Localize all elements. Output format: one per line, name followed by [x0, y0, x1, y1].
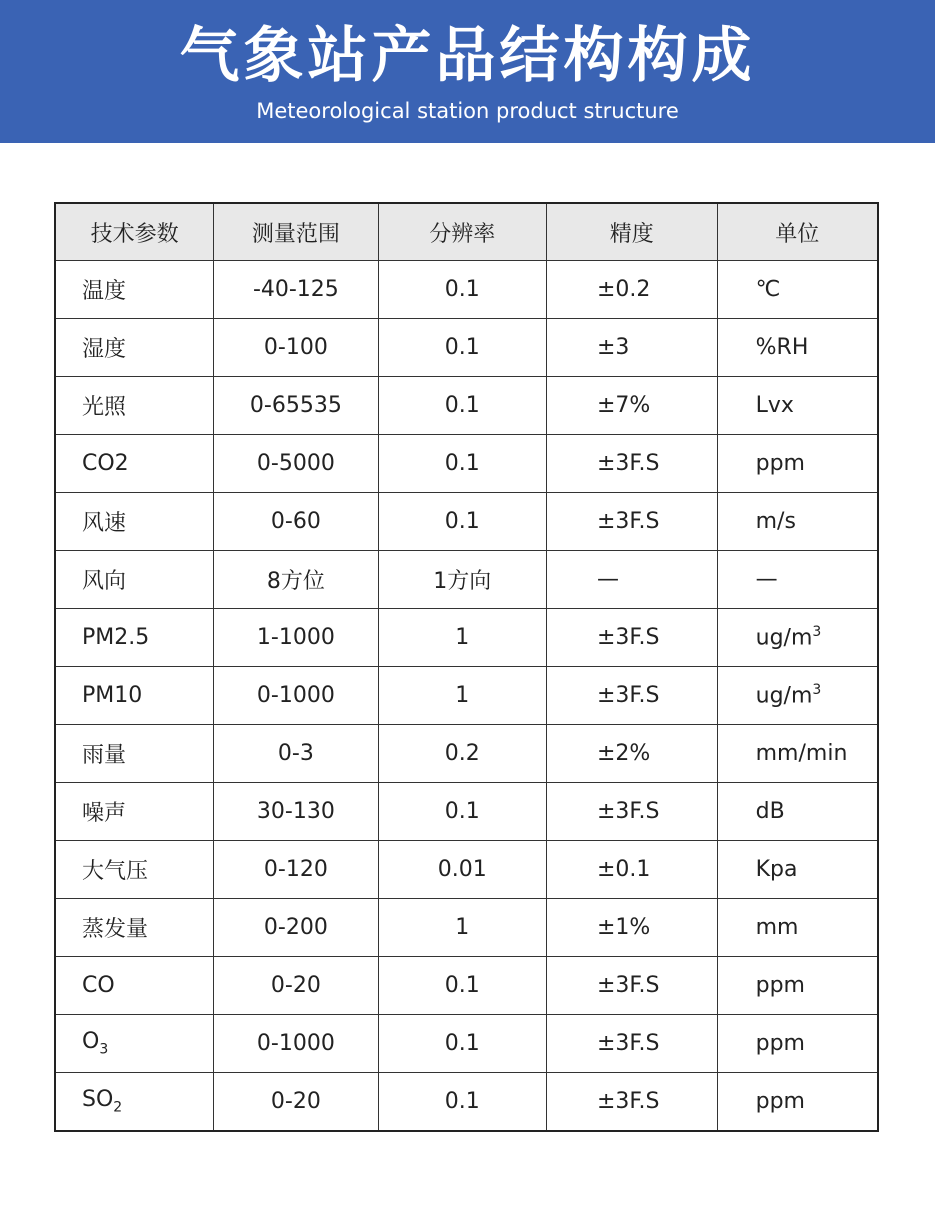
unit-cell	[717, 377, 878, 435]
param-cell	[55, 1073, 214, 1132]
precision-cell	[546, 899, 717, 957]
range-cell	[214, 725, 378, 783]
range-cell-text: 0-5000	[256, 451, 335, 476]
page-title: 气象站产品结构构成	[179, 21, 756, 91]
unit-cell-text: ppm	[755, 1031, 805, 1056]
param-cell	[55, 899, 214, 957]
resolution-cell-text: 0.1	[444, 973, 480, 998]
unit-cell-text: ℃	[755, 277, 781, 302]
range-cell-text: 1-1000	[256, 625, 335, 650]
unit-cell-text: mm	[755, 915, 799, 940]
precision-cell-text: ±3F.S	[596, 1031, 660, 1056]
precision-cell	[546, 725, 717, 783]
param-cell-text: O	[82, 1029, 100, 1055]
range-cell	[214, 377, 378, 435]
range-cell	[214, 319, 378, 377]
table-row	[55, 783, 878, 841]
param-subscript: 2	[113, 1099, 123, 1116]
resolution-cell-text: 0.01	[437, 857, 487, 882]
precision-cell-text: ±3F.S	[596, 625, 660, 650]
precision-cell	[546, 783, 717, 841]
precision-cell	[546, 667, 717, 725]
resolution-cell-text: 0.1	[444, 509, 480, 534]
range-cell-text: 0-65535	[249, 393, 342, 418]
header-param: 技术参数	[55, 203, 214, 261]
resolution-cell	[378, 667, 546, 725]
precision-cell-text: ±0.1	[596, 857, 651, 882]
unit-superscript: 3	[812, 682, 822, 699]
precision-cell-text: ±3	[596, 335, 630, 360]
table-row	[55, 435, 878, 493]
range-cell-text: 0-1000	[256, 1031, 335, 1056]
resolution-cell	[378, 1015, 546, 1073]
resolution-cell	[378, 899, 546, 957]
resolution-cell-text: 1方向	[433, 569, 492, 594]
unit-cell	[717, 1015, 878, 1073]
param-cell-text: 大气压	[82, 859, 149, 884]
param-cell-text: 雨量	[82, 743, 127, 768]
table-header-row	[55, 203, 878, 261]
resolution-cell	[378, 609, 546, 667]
range-cell-text: 30-130	[256, 799, 335, 824]
unit-cell	[717, 783, 878, 841]
precision-cell-text: ±3F.S	[596, 1089, 660, 1114]
param-cell	[55, 319, 214, 377]
param-cell-text: CO2	[82, 451, 129, 476]
range-cell	[214, 783, 378, 841]
precision-cell	[546, 1073, 717, 1132]
resolution-cell-text: 0.2	[444, 741, 480, 766]
resolution-cell-text: 0.1	[444, 393, 480, 418]
precision-cell-text: ±3F.S	[596, 451, 660, 476]
table-row	[55, 609, 878, 667]
table-row	[55, 551, 878, 609]
unit-cell-text: m/s	[755, 509, 796, 534]
resolution-cell	[378, 377, 546, 435]
range-cell-text: 8方位	[266, 569, 325, 594]
param-cell	[55, 551, 214, 609]
precision-cell	[546, 493, 717, 551]
range-cell-text: 0-20	[270, 973, 321, 998]
precision-cell	[546, 551, 717, 609]
resolution-cell-text: 1	[455, 683, 470, 708]
param-cell-text: SO	[82, 1087, 114, 1113]
precision-cell-text: ±1%	[596, 915, 651, 940]
param-cell	[55, 435, 214, 493]
resolution-cell	[378, 319, 546, 377]
unit-cell	[717, 667, 878, 725]
unit-cell-text: ppm	[755, 973, 805, 998]
resolution-cell-text: 0.1	[444, 335, 480, 360]
precision-cell-text: ±3F.S	[596, 683, 660, 708]
param-cell-text: 风向	[82, 569, 127, 594]
param-cell	[55, 783, 214, 841]
precision-cell	[546, 377, 717, 435]
unit-cell	[717, 899, 878, 957]
param-cell	[55, 667, 214, 725]
precision-cell	[546, 1015, 717, 1073]
param-subscript: 3	[99, 1041, 109, 1058]
resolution-cell	[378, 957, 546, 1015]
range-cell	[214, 609, 378, 667]
header-banner	[0, 0, 935, 143]
unit-cell	[717, 493, 878, 551]
resolution-cell	[378, 551, 546, 609]
unit-cell	[717, 841, 878, 899]
unit-cell	[717, 319, 878, 377]
range-cell	[214, 493, 378, 551]
precision-cell-text: ±3F.S	[596, 799, 660, 824]
range-cell	[214, 551, 378, 609]
header-unit: 单位	[717, 203, 878, 261]
range-cell	[214, 957, 378, 1015]
unit-superscript: 3	[812, 624, 822, 641]
precision-cell	[546, 261, 717, 319]
spec-table	[54, 202, 879, 1132]
resolution-cell	[378, 725, 546, 783]
header-resolution: 分辨率	[378, 203, 546, 261]
param-cell-text: 噪声	[82, 801, 127, 826]
resolution-cell-text: 0.1	[444, 451, 480, 476]
unit-cell-text: dB	[755, 799, 785, 824]
resolution-cell-text: 1	[455, 625, 470, 650]
param-cell-text: 风速	[82, 511, 127, 536]
param-cell	[55, 957, 214, 1015]
param-cell-text: 温度	[82, 279, 127, 304]
unit-cell-text: ug/m	[755, 625, 813, 651]
table-row	[55, 667, 878, 725]
resolution-cell-text: 0.1	[444, 277, 480, 302]
range-cell	[214, 841, 378, 899]
unit-cell-text: ug/m	[755, 683, 813, 709]
param-cell	[55, 1015, 214, 1073]
param-cell-text: 蒸发量	[82, 917, 149, 942]
range-cell-text: 0-200	[263, 915, 328, 940]
precision-cell	[546, 435, 717, 493]
unit-cell-text: ppm	[755, 451, 805, 476]
unit-cell-text: %RH	[755, 335, 809, 360]
range-cell-text: 0-1000	[256, 683, 335, 708]
resolution-cell	[378, 493, 546, 551]
table-row	[55, 377, 878, 435]
precision-cell-text: ±2%	[596, 741, 651, 766]
param-cell-text: 湿度	[82, 337, 127, 362]
resolution-cell	[378, 1073, 546, 1132]
table-row	[55, 1015, 878, 1073]
precision-cell	[546, 609, 717, 667]
table-row	[55, 899, 878, 957]
precision-cell	[546, 319, 717, 377]
unit-cell	[717, 551, 878, 609]
unit-cell	[717, 1073, 878, 1132]
param-cell	[55, 377, 214, 435]
param-cell	[55, 725, 214, 783]
precision-cell-text: ±0.2	[596, 277, 651, 302]
range-cell-text: 0-120	[263, 857, 328, 882]
range-cell-text: 0-60	[270, 509, 321, 534]
header-precision: 精度	[546, 203, 717, 261]
resolution-cell	[378, 841, 546, 899]
param-cell-text: PM2.5	[82, 625, 150, 650]
resolution-cell	[378, 435, 546, 493]
header-range: 测量范围	[214, 203, 378, 261]
page-subtitle: Meteorological station product structure	[256, 99, 679, 123]
param-cell-text: PM10	[82, 683, 143, 708]
table-row	[55, 725, 878, 783]
unit-cell-text: Kpa	[755, 857, 798, 882]
range-cell	[214, 667, 378, 725]
unit-cell	[717, 435, 878, 493]
range-cell-text: 0-3	[277, 741, 314, 766]
range-cell-text: 0-100	[263, 335, 328, 360]
table-row	[55, 957, 878, 1015]
precision-cell-text: ±7%	[596, 393, 651, 418]
param-cell	[55, 261, 214, 319]
resolution-cell-text: 0.1	[444, 1031, 480, 1056]
param-cell	[55, 493, 214, 551]
range-cell	[214, 435, 378, 493]
unit-cell	[717, 261, 878, 319]
unit-cell	[717, 725, 878, 783]
precision-cell-text: ±3F.S	[596, 509, 660, 534]
precision-cell-text: —	[596, 567, 619, 592]
unit-cell-text: mm/min	[755, 741, 848, 766]
precision-cell	[546, 957, 717, 1015]
resolution-cell-text: 0.1	[444, 799, 480, 824]
range-cell	[214, 899, 378, 957]
param-cell	[55, 609, 214, 667]
table-row	[55, 319, 878, 377]
param-cell	[55, 841, 214, 899]
range-cell	[214, 1073, 378, 1132]
precision-cell-text: ±3F.S	[596, 973, 660, 998]
table-row	[55, 261, 878, 319]
resolution-cell-text: 1	[455, 915, 470, 940]
range-cell	[214, 1015, 378, 1073]
resolution-cell	[378, 261, 546, 319]
unit-cell	[717, 609, 878, 667]
unit-cell-text: Lvx	[755, 393, 794, 418]
table-row	[55, 841, 878, 899]
range-cell-text: 0-20	[270, 1089, 321, 1114]
resolution-cell-text: 0.1	[444, 1089, 480, 1114]
range-cell	[214, 261, 378, 319]
unit-cell-text: —	[755, 567, 778, 592]
resolution-cell	[378, 783, 546, 841]
param-cell-text: CO	[82, 973, 115, 998]
range-cell-text: -40-125	[252, 277, 339, 302]
table-row	[55, 1073, 878, 1132]
table-row	[55, 493, 878, 551]
unit-cell	[717, 957, 878, 1015]
param-cell-text: 光照	[82, 395, 127, 420]
unit-cell-text: ppm	[755, 1089, 805, 1114]
precision-cell	[546, 841, 717, 899]
